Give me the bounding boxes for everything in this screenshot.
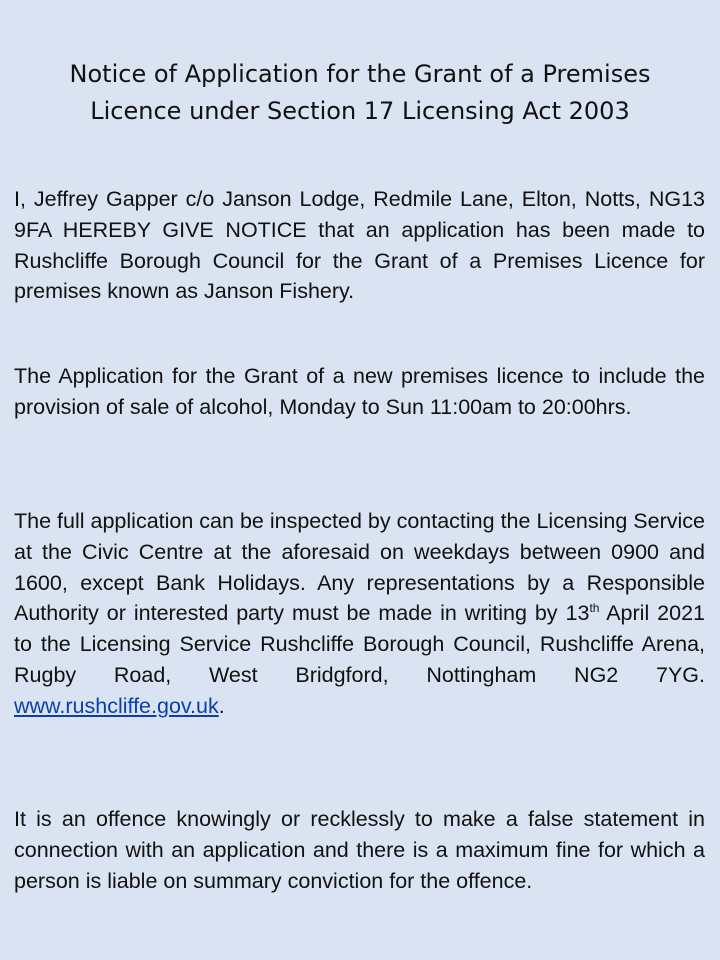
inspection-text-part-1: The full application can be inspected by contacting the Licensing Service at the Civic Centre at the aforesaid on weekdays between 0900 and 1600, except Bank Holidays. Any representations by a Responsible Authority or interested party must be made in writing by 13 <box>14 509 705 626</box>
application-details-paragraph: The Application for the Grant of a new premises licence to include the provision of sale of alcohol, Monday to Sun 11:00am to 20:00hrs. <box>14 364 705 419</box>
date-ordinal-suffix: th <box>589 601 600 616</box>
applicant-paragraph: I, Jeffrey Gapper c/o Janson Lodge, Redmile Lane, Elton, Notts, NG13 9FA HEREBY GIVE NOTICE that an application has been made to Rushcliffe Borough Council for the Grant of a Premises Licence for premises known as Janson Fishery. <box>14 187 705 304</box>
notice-title <box>20 56 700 130</box>
council-website-link[interactable]: www.rushcliffe.gov.uk <box>14 693 219 718</box>
offence-warning-paragraph: It is an offence knowingly or recklessly to make a false statement in connection with an application and there is a maximum fine for which a person is liable on summary conviction for the offence. <box>14 807 705 893</box>
inspection-text-end: . <box>218 693 225 718</box>
notice-title-line-2: Licence under Section 17 Licensing Act 2003 <box>90 97 630 125</box>
notice-title-line-1: Notice of Application for the Grant of a Premises <box>69 60 651 88</box>
inspection-text-part-2: April 2021 to the Licensing Service Rushcliffe Borough Council, Rushcliffe Arena, Rugby Road, West Bridgford, Nottingham NG2 7YG. <box>14 601 706 687</box>
inspection-paragraph <box>14 506 705 722</box>
